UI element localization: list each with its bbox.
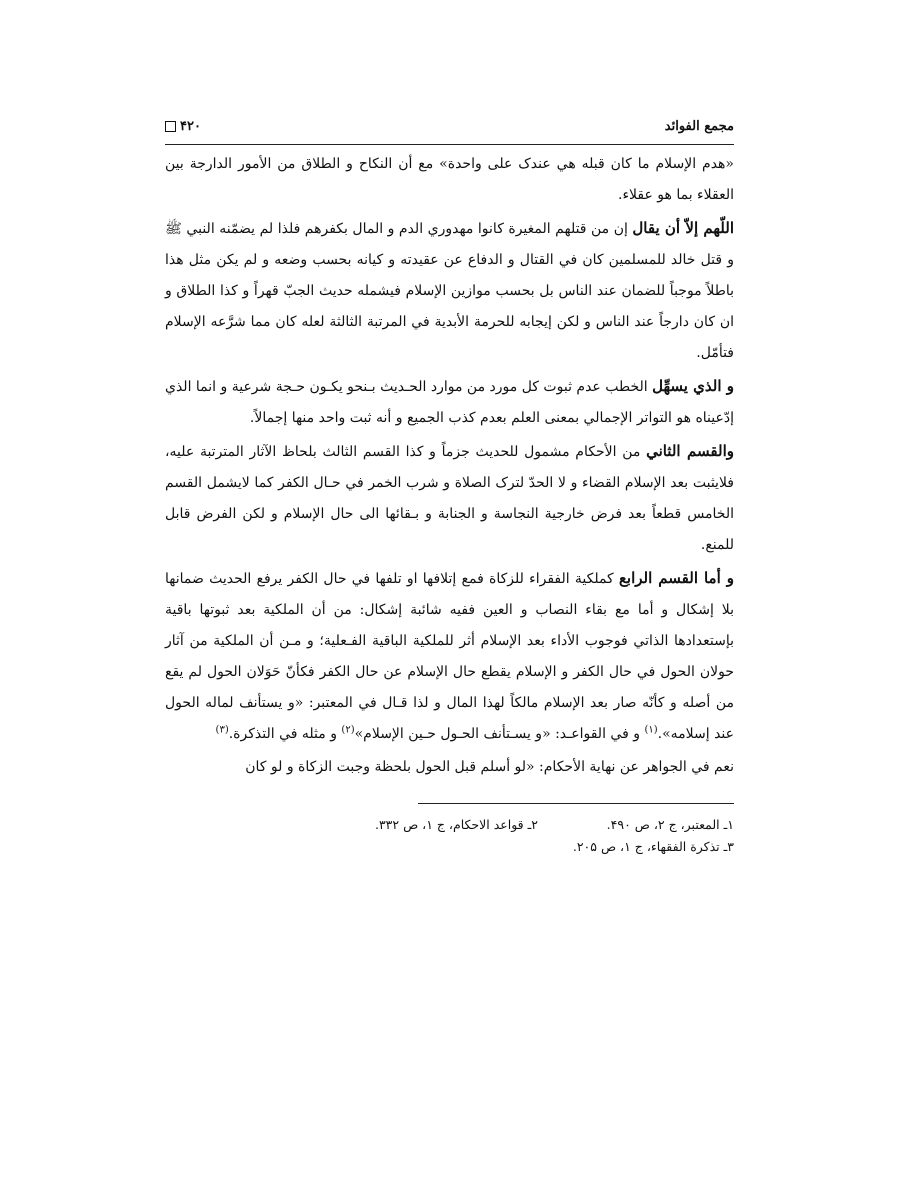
footnote-1: ۱ـ المعتبر، ج ۲، ص ۴۹۰. bbox=[606, 817, 734, 832]
footnote-ref: (۱) bbox=[644, 724, 658, 736]
running-header bbox=[165, 114, 734, 138]
footnote-ref: (۳) bbox=[215, 724, 229, 736]
paragraph-text: الخطب عدم ثبوت كل مورد من موارد الحـديث بـنحو يكـون حـجة شرعية و انما الذي إدّعيناه هو التواتر الإجمالي بمعنی العلم بعدم كذب الجميع و أنه ثبت واحد منها إجمالاً. bbox=[165, 379, 734, 426]
page-number bbox=[165, 119, 201, 134]
paragraph-text: و في القواعـد: «و يسـتأنف الحـول حـين الإسلام» bbox=[354, 726, 645, 742]
footnote-ref: (۲) bbox=[341, 724, 355, 736]
main-text bbox=[165, 149, 734, 783]
footnote-2: ۲ـ قواعد الاحكام، ج ۱، ص ۳۳۲. bbox=[374, 817, 538, 832]
paragraph-text: نعم في الجواهر عن نهاية الأحكام: «لو أسلم قبل الحول بلحظة وجبت الزكاة و لو كان bbox=[245, 759, 734, 775]
paragraph-lead: و أما القسم الرابع bbox=[618, 569, 734, 587]
footnote-row bbox=[165, 814, 734, 836]
square-box-icon bbox=[165, 121, 176, 132]
paragraph-lead: اللّهم إلاّ أن يقال bbox=[632, 219, 734, 237]
paragraph-text: و مثله في التذكرة. bbox=[228, 726, 342, 742]
paragraph-lead: و الذي يسهِّل bbox=[652, 377, 735, 395]
header-rule bbox=[165, 144, 734, 145]
footnote-row bbox=[165, 836, 734, 858]
paragraph bbox=[165, 563, 734, 750]
paragraph-lead: والقسم الثاني bbox=[646, 442, 734, 460]
book-page bbox=[165, 114, 734, 858]
footnote-3: ۳ـ تذكرة الفقهاء، ج ۱، ص ۲۰۵. bbox=[572, 839, 734, 854]
paragraph bbox=[165, 149, 734, 211]
book-title: مجمع الفوائد bbox=[664, 118, 734, 134]
paragraph bbox=[165, 371, 734, 434]
paragraph bbox=[165, 213, 734, 369]
paragraph bbox=[165, 752, 734, 783]
footnote-rule bbox=[418, 803, 734, 804]
paragraph-text: من الأحكام مشمول للحديث جزماً و كذا القسم الثالث بلحاظ الآثار المترتبة عليه، فلايثبت بعد الإسلام القضاء و لا الحدّ لترک الصلاة و شرب الخمر في حـال الكفر كما لايشمل القسم الخامس قطعاً بعد فرض خارجية النجاسة و الجنابة و بـقائها الی حال الإسلام و لكن الفرض قابل للمنع. bbox=[165, 444, 734, 553]
paragraph bbox=[165, 436, 734, 561]
paragraph-text: إن من قتلهم المغيرة كانوا مهدوري الدم و المال بكفرهم فلذا لم يضمّنه النبي ﷺ و قتل خالد للمسلمين كان في القتال و الدفاع عن عقيدته و كيانه بحسب وضعه و لم يكن مثل هذا باطلاً موجباً للضمان عند الناس بل بحسب موازين الإسلام فيشمله حديث الجبّ قهراً و كذا الطلاق و ان كان دارجاً عند الناس و لكن إيجابه للحرمة الأبدية في المرتبة الثالثة لعله كان مما شرَّعه الإسلام فتأمّل. bbox=[165, 221, 734, 361]
page-number-text: ۴۲۰ bbox=[180, 118, 201, 134]
footnotes bbox=[165, 814, 734, 858]
paragraph-text: «هدم الإسلام ما كان قبله هي عندک علی واحدة» مع أن النكاح و الطلاق من الأمور الدارجة بين العقلاء بما هو عقلاء. bbox=[165, 156, 734, 203]
paragraph-text: كملكية الفقراء للزكاة فمع إتلافها او تلفها في حال الكفر يرفع الحديث ضمانها بلا إشكال و أما مع بقاء النصاب و العين ففيه شائبة إشكال: من أن الملكية بعد ثبوتها باقية بإستعدادها الذاتي فوجوب الأداء بعد الإسلام أثر للملكية الباقية الفـعلية؛ و مـن أن الملكية من آثار حولان الحول في حال الكفر و الإسلام يقطع حال الإسلام عن حال الكفر فكأنّ حَوَلان الحول لم يقع من أصله و كأنّه صار بعد الإسلام مالكاً لهذا المال و لذا قـال في المعتبر: «و يستأنف لماله الحول عند إسلامه». bbox=[165, 571, 734, 742]
